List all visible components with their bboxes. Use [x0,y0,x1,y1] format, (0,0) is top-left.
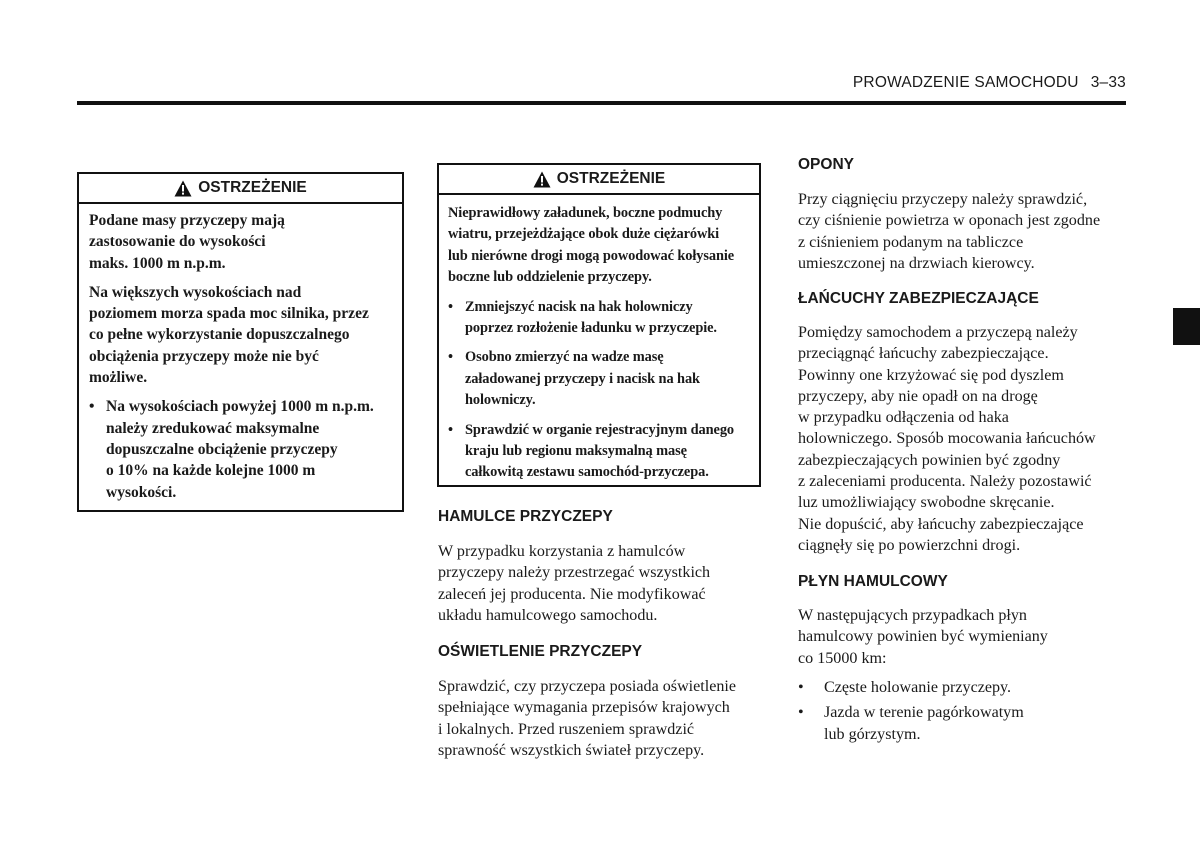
warning-box-altitude [77,172,404,512]
paragraph-safety-chains: Pomiędzy samochodem a przyczepą należy przeciągnąć łańcuchy zabezpieczające. Powinny one krzyżować się pod dyszlem przyczepy, aby nie opadł on na drogę w przypadku odłączenia od haka holowniczego. Sposób mocowania łańcuchów zabezpieczających powinien być zgodny z zaleceniami producenta. Należy pozostawić luz umożliwiający swobodne skręcanie. Nie dopuścić, aby łańcuchy zabezpieczające ciągnęły się po powierzchni drogi. [798,324,1096,554]
page-header [0,74,1126,92]
warning-box-loading [437,163,761,487]
chapter-tab-marker [1173,308,1200,345]
paragraph-trailer-lights: Sprawdzić, czy przyczepa posiada oświetlenie spełniające wymagania przepisów krajowych i lokalnych. Przed ruszeniem sprawdzić sprawność wszystkich świateł przyczepy. [438,678,737,759]
section-heading-safety-chains: ŁAŃCUCHY ZABEZPIECZAJĄCE [798,290,1039,307]
page-number: 3–33 [1090,74,1126,91]
list-item-text: Częste holowanie przyczepy. [824,679,1012,696]
paragraph-tyres: Przy ciągnięciu przyczepy należy sprawdzić, czy ciśnienie powietrza w oponach jest zgodne z ciśnieniem podanym na tabliczce umieszczonej na drzwiach kierowcy. [798,191,1101,272]
warning-bullet: • Osobno zmierzyć na wadze masę załadowanej przyczepy i nacisk na hak holowniczy. [448,347,751,411]
bullet-text: Zmniejszyć nacisk na hak holowniczy poprzez rozłożenie ładunku w przyczepie. [465,298,717,337]
section-heading-brake-fluid: PŁYN HAMULCOWY [798,573,948,590]
section-heading-trailer-brakes: HAMULCE PRZYCZEPY [438,508,613,525]
warning-triangle-icon [533,171,551,188]
list-item: • Częste holowanie przyczepy. [798,677,1024,698]
warning-bullet: • Sprawdzić w organie rejestracyjnym danego kraju lub regionu maksymalną masę całkowitą zestawu samochód-przyczepa. [448,420,751,484]
list-item: • Jazda w terenie pagórkowatym lub górzystym. [798,702,1024,745]
warning-paragraph: Nieprawidłowy załadunek, boczne podmuchy wiatru, przejeżdżające obok duże ciężarówki lub nierówne drogi mogą powodować kołysanie boczne lub oddzielenie przyczepy. [448,205,735,286]
warning-paragraph: Podane masy przyczepy mają zastosowanie do wysokości maks. 1000 m n.p.m. [89,212,285,272]
section-heading-trailer-lights: OŚWIETLENIE PRZYCZEPY [438,643,643,660]
brake-fluid-list [798,677,1024,745]
list-item-text: Jazda w terenie pagórkowatym lub górzystym. [824,704,1024,743]
warning-title: OSTRZEŻENIE [198,179,307,196]
warning-header [79,174,402,204]
section-title: PROWADZENIE SAMOCHODU [852,74,1079,91]
bullet-text: Sprawdzić w organie rejestracyjnym danego kraju lub regionu maksymalną masę całkowitą zestawu samochód-przyczepa. [465,421,735,481]
warning-bullet: • Zmniejszyć nacisk na hak holowniczy poprzez rozłożenie ładunku w przyczepie. [448,297,751,340]
warning-title: OSTRZEŻENIE [556,170,666,187]
section-heading-tyres: OPONY [798,156,854,173]
warning-triangle-icon [174,180,192,197]
warning-paragraph: Na większych wysokościach nad poziomem morza spada moc silnika, przez co pełne wykorzystanie dopuszczalnego obciążenia przyczepy może nie być możliwe. [89,283,369,387]
paragraph-trailer-brakes: W przypadku korzystania z hamulców przyczepy należy przestrzegać wszystkich zaleceń jej producenta. Nie modyfikować układu hamulcowego samochodu. [438,543,711,624]
bullet-text: Na wysokościach powyżej 1000 m n.p.m. należy zredukować maksymalne dopuszczalne obciążenie przyczepy o 10% na każde kolejne 1000 m wysokości. [106,398,374,501]
bullet-text: Osobno zmierzyć na wadze masę załadowanej przyczepy i nacisk na hak holowniczy. [465,349,700,409]
warning-bullet: • Na wysokościach powyżej 1000 m n.p.m. należy zredukować maksymalne dopuszczalne obciążenie przyczepy o 10% na każde kolejne 1000 m wysokości. [89,396,392,502]
warning-header [439,165,759,195]
paragraph-brake-fluid: W następujących przypadkach płyn hamulcowy powinien być wymieniany co 15000 km: [798,607,1048,667]
header-rule [77,101,1126,105]
